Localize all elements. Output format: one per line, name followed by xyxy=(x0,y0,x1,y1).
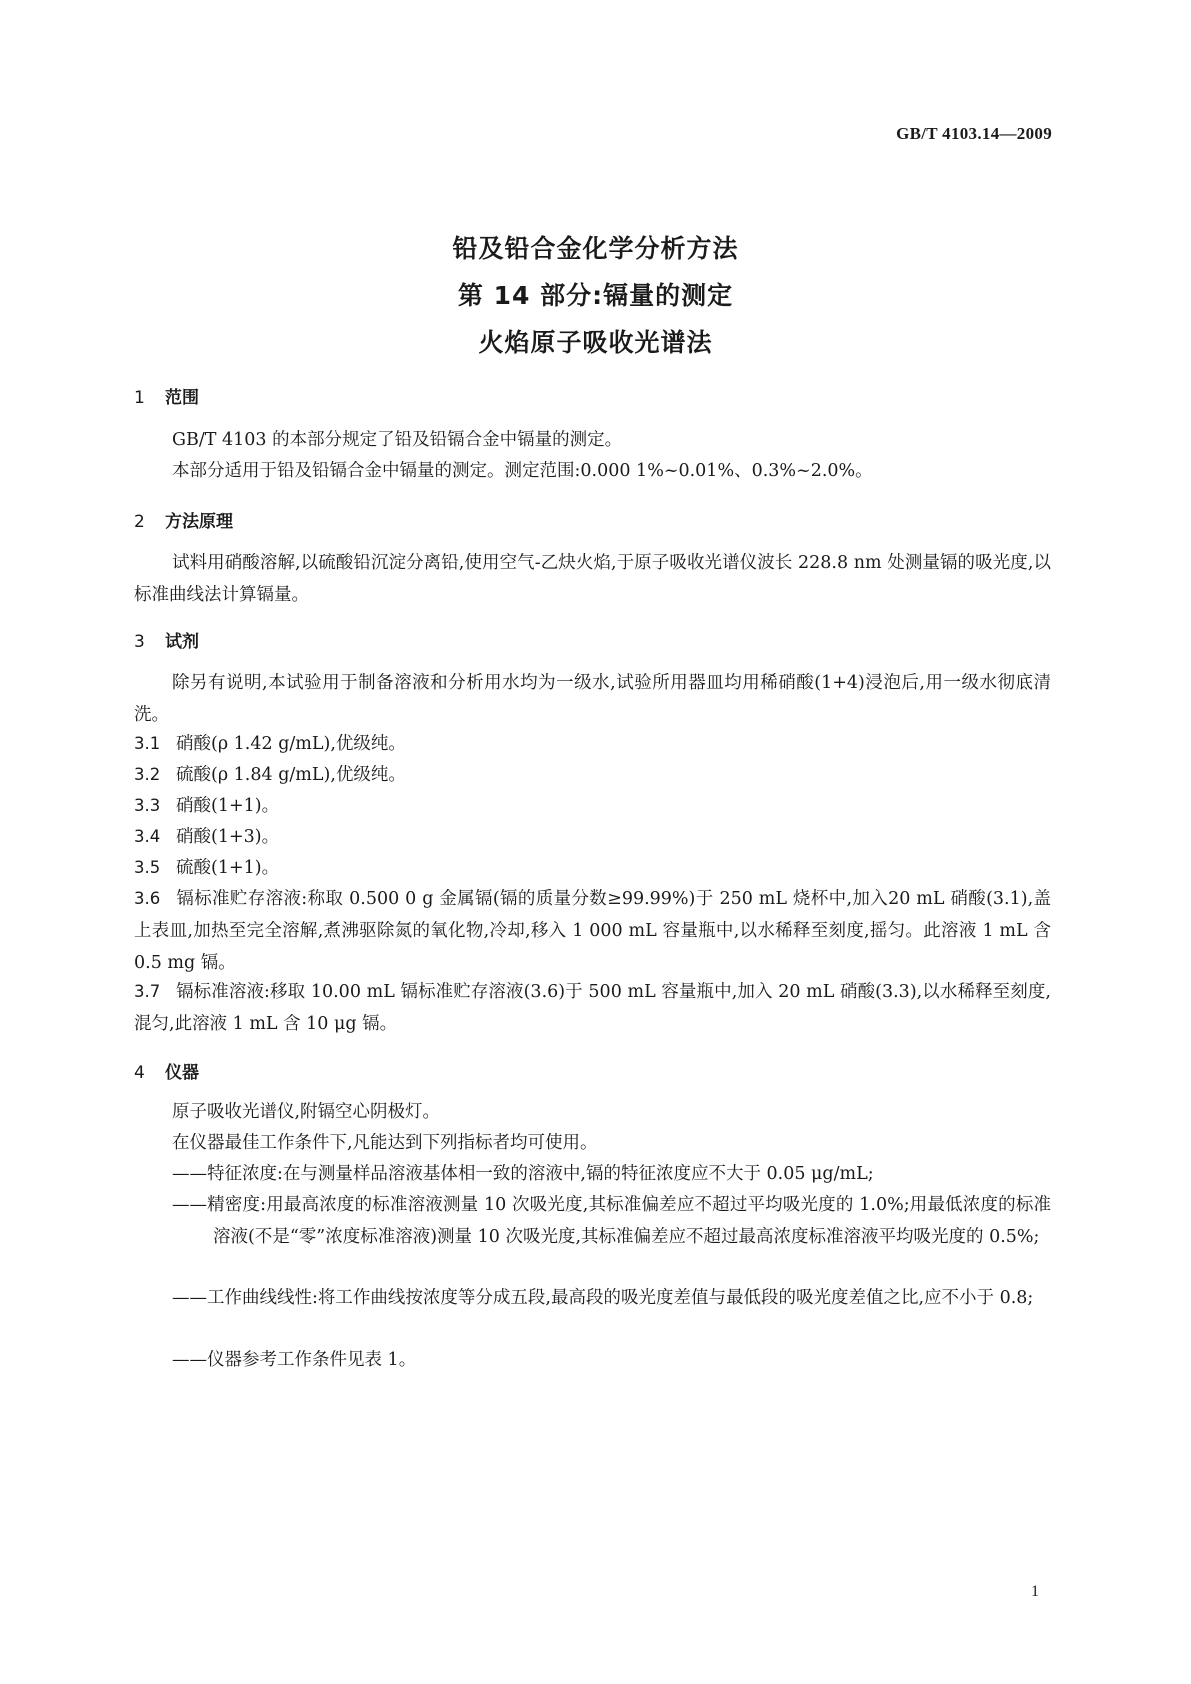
reagent-item xyxy=(134,852,1051,884)
section-number: 3 xyxy=(134,632,145,652)
section-4-paragraph-2: 在仪器最佳工作条件下,凡能达到下列指标者均可使用。 xyxy=(172,1133,598,1153)
section-number: 4 xyxy=(134,1063,145,1083)
section-2-paragraph-1: 试料用硝酸溶解,以硫酸铅沉淀分离铅,使用空气-乙炔火焰,于原子吸收光谱仪波长 228.8 nm 处测量镉的吸光度,以标准曲线法计算镉量。 xyxy=(134,553,1051,605)
section-3-heading xyxy=(134,627,199,652)
item-text: 硝酸(1+1)。 xyxy=(176,796,280,816)
section-number: 2 xyxy=(134,512,145,532)
section-3-paragraph-1: 除另有说明,本试验用于制备溶液和分析用水均为一级水,试验所用器皿均用稀硝酸(1+4)浸泡后,用一级水彻底清洗。 xyxy=(134,673,1051,725)
item-number: 3.5 xyxy=(134,858,161,877)
section-title: 试剂 xyxy=(165,632,199,652)
item-number: 3.3 xyxy=(134,796,161,815)
section-number: 1 xyxy=(134,388,145,408)
item-text: 镉标准贮存溶液:称取 0.500 0 g 金属镉(镉的质量分数≥99.99%)于 250 mL 烧杯中,加入20 mL 硝酸(3.1),盖上表皿,加热至完全溶解,煮沸驱除氮的氧化物,冷却,移入 1 000 mL 容量瓶中,以水稀释至刻度,摇匀。此溶液 1 mL 含 0.5 mg 镉。 xyxy=(134,889,1051,973)
item-text: 硝酸(1+3)。 xyxy=(176,827,280,847)
title-line-1: 铅及铅合金化学分析方法 xyxy=(452,234,739,263)
section-4-heading xyxy=(134,1058,199,1083)
section-1-heading xyxy=(134,383,199,408)
item-number: 3.2 xyxy=(134,765,161,784)
item-text: 镉标准溶液:移取 10.00 mL 镉标准贮存溶液(3.6)于 500 mL 容量瓶中,加入 20 mL 硝酸(3.3),以水稀释至刻度,混匀,此溶液 1 mL 含 10 μg 镉。 xyxy=(134,982,1051,1034)
item-number: 3.1 xyxy=(134,734,161,753)
title-line-3: 火焰原子吸收光谱法 xyxy=(478,328,713,357)
document-title xyxy=(0,225,1191,366)
section-title: 范围 xyxy=(165,388,199,408)
reagent-item xyxy=(134,728,1051,760)
reagent-item xyxy=(134,790,1051,822)
reagent-item xyxy=(134,821,1051,853)
section-title: 仪器 xyxy=(165,1063,199,1083)
requirement-item: ——工作曲线线性:将工作曲线按浓度等分成五段,最高段的吸光度差值与最低段的吸光度差值之比,应不小于 0.8; xyxy=(172,1288,1034,1308)
requirement-item: ——精密度:用最高浓度的标准溶液测量 10 次吸光度,其标准偏差应不超过平均吸光度的 1.0%;用最低浓度的标准溶液(不是“零”浓度标准溶液)测量 10 次吸光度,其标准偏差应不超过最高浓度标准溶液平均吸光度的 0.5%; xyxy=(172,1195,1051,1247)
section-1-paragraph-1: GB/T 4103 的本部分规定了铅及铅镉合金中镉量的测定。 xyxy=(172,430,623,450)
item-text: 硫酸(ρ 1.84 g/mL),优级纯。 xyxy=(176,765,406,785)
section-1-paragraph-2: 本部分适用于铅及铅镉合金中镉量的测定。测定范围:0.000 1%~0.01%、0.3%~2.0%。 xyxy=(172,461,873,481)
reagent-item xyxy=(134,883,1051,979)
item-number: 3.6 xyxy=(134,889,161,908)
section-2-heading xyxy=(134,507,233,532)
item-number: 3.4 xyxy=(134,827,161,846)
item-text: 硫酸(1+1)。 xyxy=(176,858,280,878)
reagent-item xyxy=(134,759,1051,791)
item-text: 硝酸(ρ 1.42 g/mL),优级纯。 xyxy=(176,734,406,754)
requirement-item: ——仪器参考工作条件见表 1。 xyxy=(172,1350,417,1370)
reagent-item xyxy=(134,976,1051,1040)
section-title: 方法原理 xyxy=(165,512,233,532)
requirement-item: ——特征浓度:在与测量样品溶液基体相一致的溶液中,镉的特征浓度应不大于 0.05 μg/mL; xyxy=(172,1164,874,1184)
title-line-2: 第 14 部分:镉量的测定 xyxy=(457,281,734,310)
item-number: 3.7 xyxy=(134,982,161,1001)
standard-code: GB/T 4103.14—2009 xyxy=(896,124,1052,143)
section-4-paragraph-1: 原子吸收光谱仪,附镉空心阴极灯。 xyxy=(172,1102,441,1122)
page-number: 1 xyxy=(1031,1583,1039,1600)
